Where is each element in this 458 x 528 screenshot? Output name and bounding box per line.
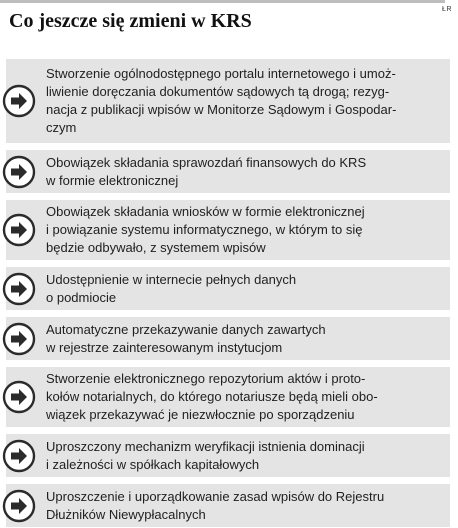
item-text: Uproszczony mechanizm weryfikacji istnienia dominacji i zależności w spółkach kapitałowych bbox=[46, 438, 365, 472]
arrow-right-circle-icon bbox=[2, 322, 36, 356]
list-item bbox=[6, 367, 450, 427]
top-rule bbox=[0, 0, 445, 3]
item-text: Obowiązek składania wniosków w formie elektronicznej i powiązanie systemu informatycznego, w którym to się będzie odbywało, z systemem wpisów bbox=[46, 204, 365, 255]
list-item bbox=[6, 434, 450, 477]
page-title: Co jeszcze się zmieni w KRS bbox=[9, 10, 252, 32]
arrow-right-circle-icon bbox=[2, 489, 36, 523]
arrow-right-circle-icon bbox=[2, 380, 36, 414]
arrow-right-circle-icon bbox=[2, 213, 36, 247]
list-item bbox=[6, 150, 450, 193]
item-text: Stworzenie ogólnodostępnego portalu internetowego i umoż- liwienie doręczania dokumentów sądowych tą drogą; rezyg- nacja z publikacji wpisów w Monitorze Sądowym i Gospodar- czym bbox=[46, 66, 397, 135]
arrow-right-circle-icon bbox=[2, 439, 36, 473]
list-item bbox=[6, 267, 450, 310]
arrow-right-circle-icon bbox=[2, 84, 36, 118]
list-item bbox=[6, 317, 450, 360]
changes-list bbox=[0, 59, 458, 527]
item-text: Udostępnienie w internecie pełnych danych o podmiocie bbox=[46, 271, 297, 305]
list-item bbox=[6, 59, 450, 143]
list-item bbox=[6, 200, 450, 260]
item-text: Automatyczne przekazywanie danych zawartych w rejestrze zainteresowanym instytucjom bbox=[46, 321, 326, 355]
author-credit: ŁR bbox=[442, 6, 452, 13]
arrow-right-circle-icon bbox=[2, 155, 36, 189]
item-text: Stworzenie elektronicznego repozytorium aktów i proto- kołów notarialnych, do którego notariusze będą mieli obo- wiązek przekazywać je niezwłocznie po sporządzeniu bbox=[46, 371, 378, 422]
arrow-right-circle-icon bbox=[2, 272, 36, 306]
item-text: Uproszczenie i uporządkowanie zasad wpisów do Rejestru Dłużników Niewypłacalnych bbox=[46, 488, 385, 522]
item-text: Obowiązek składania sprawozdań finansowych do KRS w formie elektronicznej bbox=[46, 154, 367, 188]
list-item bbox=[6, 484, 450, 527]
